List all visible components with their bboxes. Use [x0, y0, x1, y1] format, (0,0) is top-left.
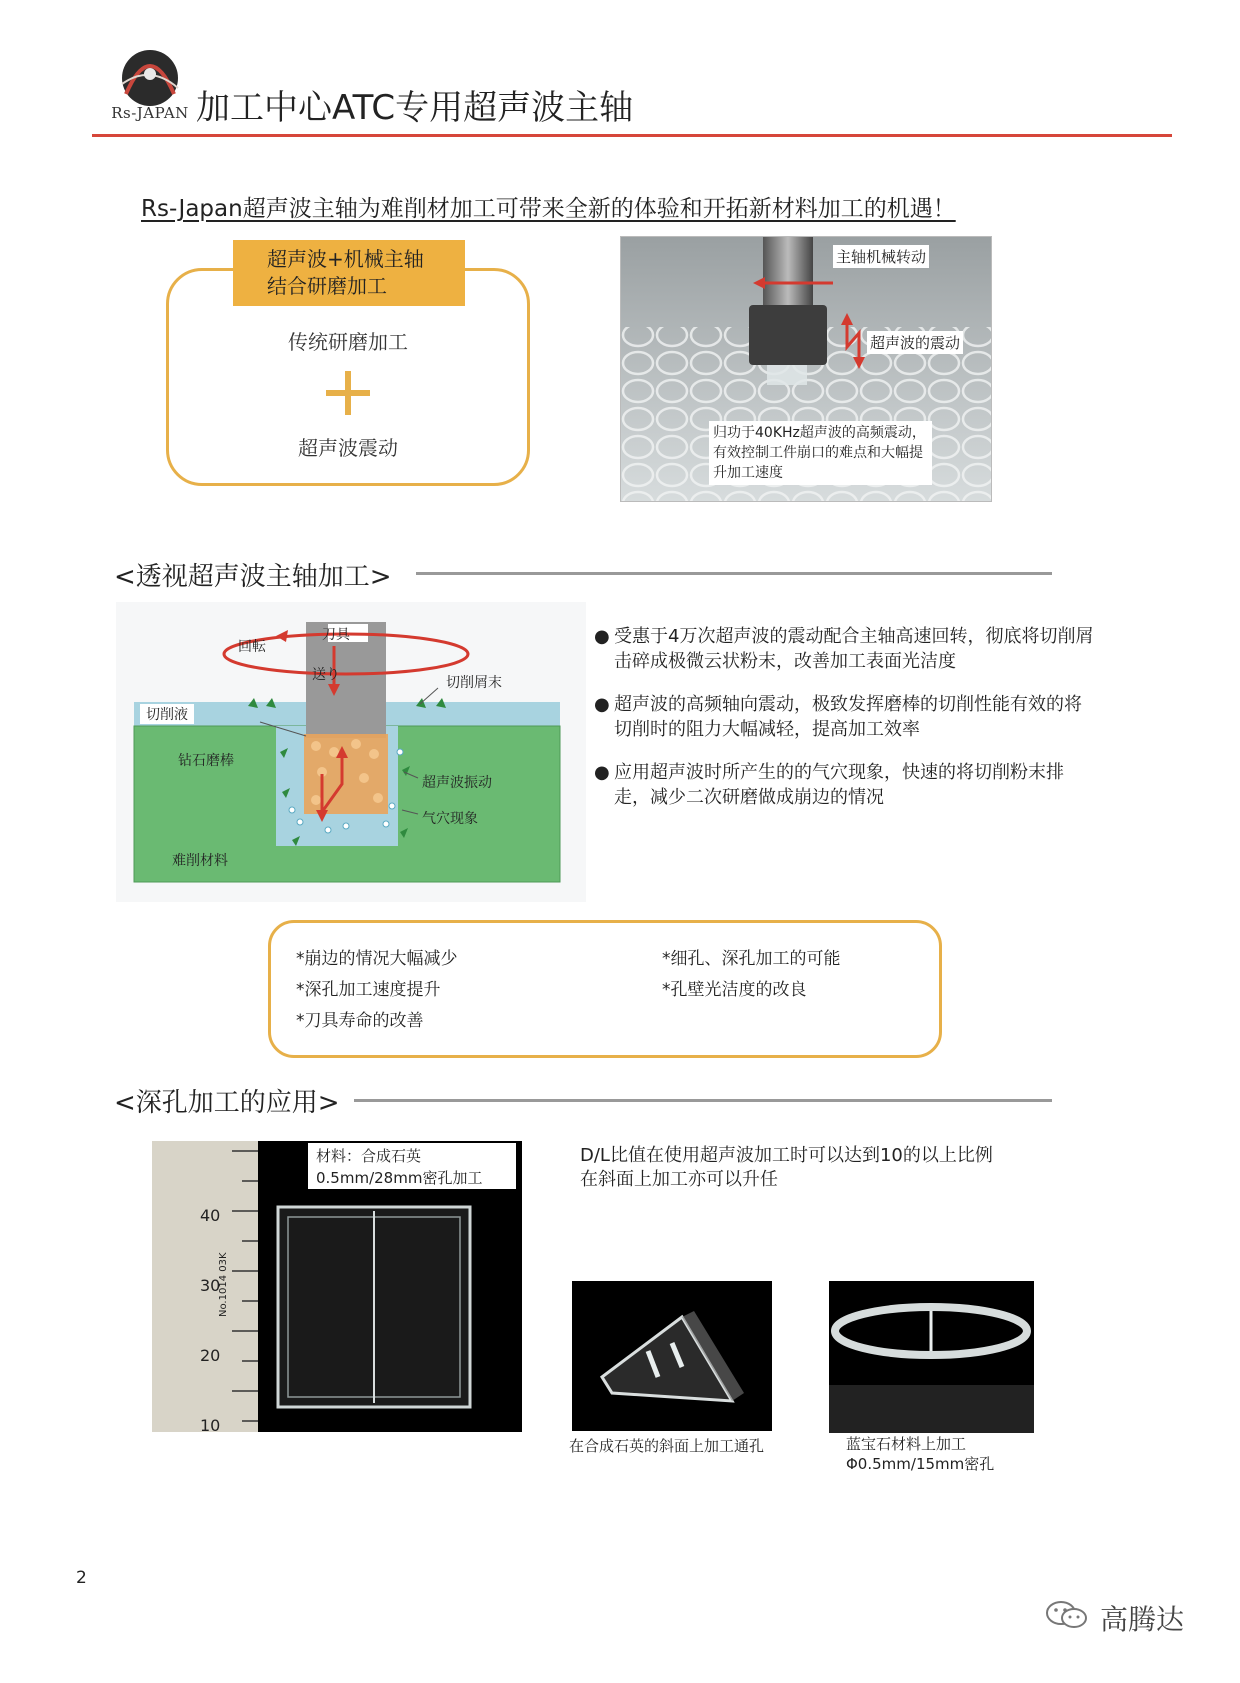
- bullet-item: ● 受惠于4万次超声波的震动配合主轴高速回转，彻底将切削屑击碎成极微云状粉末，改善加工表面光洁度: [594, 626, 1094, 672]
- combination-tag-line2: 结合研磨加工: [267, 274, 387, 298]
- benefit-item: *细孔、深孔加工的可能: [662, 949, 841, 969]
- feature-bullets: [594, 624, 1094, 828]
- dl-ratio-note: D/L比值在使用超声波加工时可以达到10的以上比例 在斜面上加工亦可以升任: [580, 1145, 993, 1190]
- sapphire-photo: [829, 1281, 1034, 1433]
- logo-text: Rs-JAPAN: [111, 104, 189, 122]
- benefit-item: *孔壁光洁度的改良: [662, 980, 807, 1000]
- benefit-item: *刀具寿命的改善: [296, 1011, 424, 1031]
- quartz-photo-label: 材料：合成石英 0.5mm/28mm密孔加工: [308, 1143, 516, 1189]
- ruler-id: No.1014 03K: [218, 1252, 229, 1317]
- benefit-item: *深孔加工速度提升: [296, 980, 441, 1000]
- prism-image: [572, 1281, 772, 1431]
- label-cavitation: 气穴现象: [422, 811, 478, 827]
- combination-item-traditional: 传统研磨加工: [288, 330, 408, 354]
- tagline: Rs-Japan超声波主轴为难削材加工可带来全新的体验和开拓新材料加工的机遇！: [141, 196, 956, 222]
- plus-icon-vertical: [345, 371, 351, 415]
- watermark-name: 高腾达: [1100, 1603, 1185, 1636]
- page-title: 加工中心ATC专用超声波主轴: [196, 88, 634, 128]
- label-ultrasonic-vibration: 超声波的震动: [867, 331, 963, 354]
- label-feed: 送り: [312, 667, 340, 683]
- label-ultrasonic-vibration-diagram: 超声波振动: [422, 775, 492, 791]
- bullet-dot-icon: ●: [594, 626, 610, 647]
- page-number: 2: [76, 1568, 87, 1588]
- combination-tag: [233, 240, 465, 306]
- label-material: 难削材料: [172, 853, 228, 869]
- section-heading-deep-hole: <深孔加工的应用>: [114, 1088, 340, 1118]
- section-heading-perspective: <透视超声波主轴加工>: [114, 562, 392, 592]
- spindle-description: 归功于40KHz超声波的高频震动，有效控制工件崩口的难点和大幅提升加工速度: [709, 421, 932, 485]
- bullet-dot-icon: ●: [594, 762, 610, 783]
- quartz-block-photo: [152, 1141, 522, 1432]
- label-rotation: 回転: [238, 639, 266, 655]
- machining-diagram: [116, 602, 586, 902]
- section-divider: [416, 572, 1052, 575]
- combination-item-ultrasonic: 超声波震动: [298, 436, 398, 460]
- label-coolant: 切削液: [140, 704, 194, 724]
- combination-tag-line1: 超声波+机械主轴: [267, 247, 424, 271]
- label-chips: 切削屑末: [446, 675, 502, 691]
- bullet-item: ● 应用超声波时所产生的的气穴现象，快速的将切削粉末排走，减少二次研磨做成崩边的情况: [594, 762, 1064, 808]
- prism-photo: [572, 1281, 772, 1431]
- label-tool: 刀具: [322, 627, 350, 643]
- benefit-item: *崩边的情况大幅减少: [296, 949, 458, 969]
- label-diamond-bit: 钻石磨棒: [178, 753, 234, 769]
- bullet-item: ● 超声波的高频轴向震动，极致发挥磨棒的切削性能有效的将切削时的阻力大幅减轻，提高加工效率: [594, 694, 1082, 740]
- section-divider: [354, 1099, 1052, 1102]
- title-rule: [92, 134, 1172, 137]
- sapphire-image: [829, 1281, 1034, 1433]
- caption-prism: 在合成石英的斜面上加工通孔: [569, 1437, 765, 1455]
- label-spindle-rotation: 主轴机械转动: [833, 245, 929, 268]
- ruler-marks: 40 30 20 10: [200, 1206, 221, 1432]
- bullet-dot-icon: ●: [594, 694, 610, 715]
- spindle-photo: [620, 236, 992, 502]
- caption-sapphire: 蓝宝石材料上加工 Φ0.5mm/15mm密孔: [846, 1435, 995, 1473]
- wechat-icon: [1044, 1600, 1090, 1630]
